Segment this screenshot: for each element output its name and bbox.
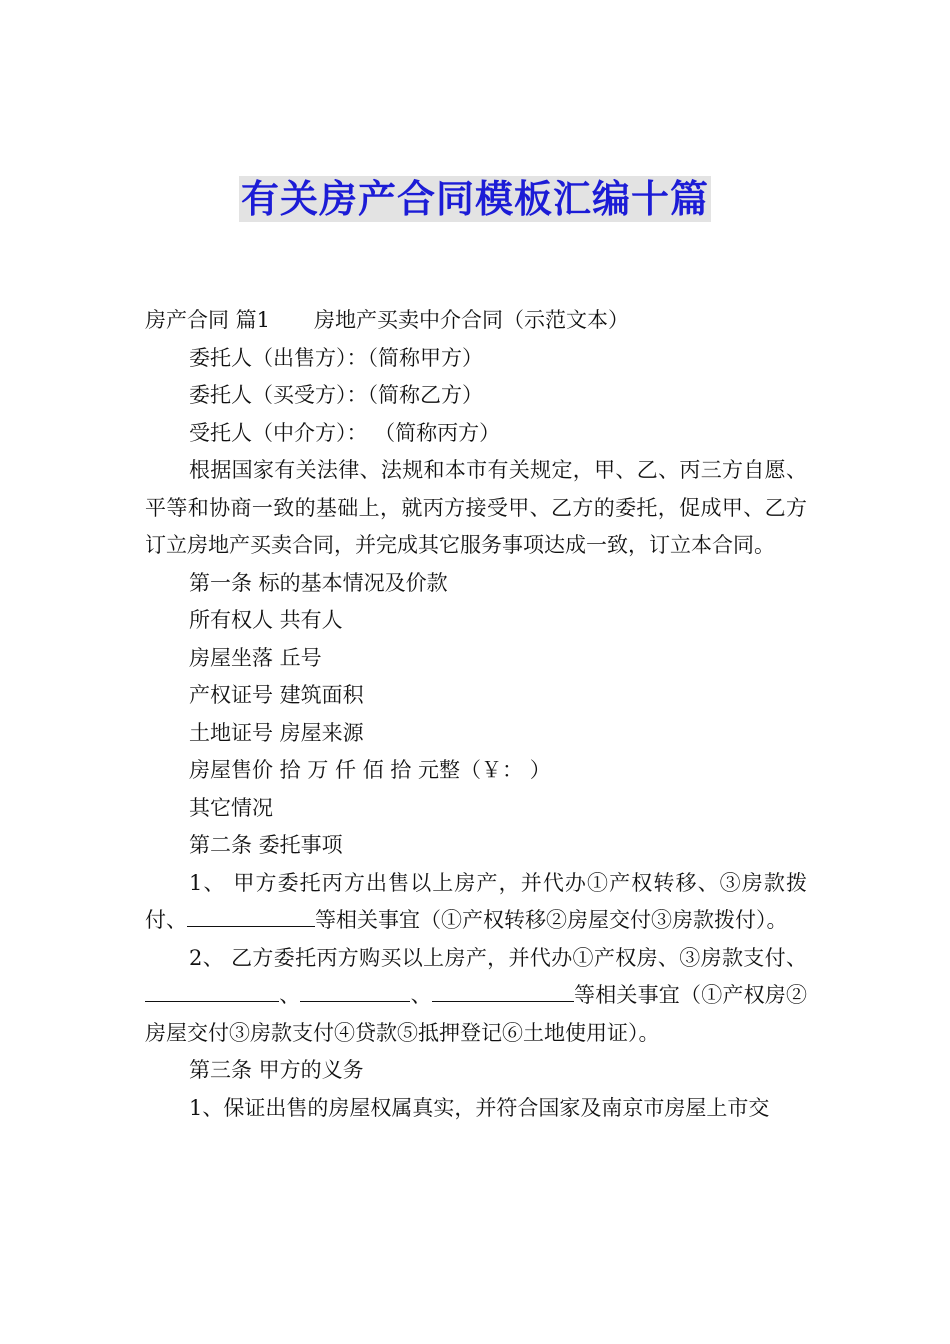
separator: 、 bbox=[279, 983, 301, 1007]
article1-price: 房屋售价 拾 万 仟 佰 拾 元整（￥： ） bbox=[189, 758, 551, 782]
party-agent: 受托人（中介方）： （简称丙方） bbox=[189, 420, 501, 445]
title-container bbox=[0, 176, 950, 222]
article1-location: 房屋坐落 丘号 bbox=[189, 645, 322, 670]
article1-cert: 产权证号 建筑面积 bbox=[189, 683, 364, 707]
separator: 、 bbox=[410, 983, 432, 1007]
article2-item1-text-a: 1、 甲方委托丙方出售以上房产，并代办①产权转移、③房款拨付、 bbox=[145, 870, 807, 932]
party-buyer: 委托人（买受方）：（简称乙方） bbox=[189, 383, 483, 407]
article3-item1: 1、保证出售的房屋权属真实，并符合国家及南京市房屋上市交 bbox=[189, 1095, 770, 1120]
article2-item1-text-b: 等相关事宜（①产权转移②房屋交付③房款拨付）。 bbox=[315, 908, 788, 932]
blank-line bbox=[145, 979, 279, 1002]
blank-line bbox=[432, 979, 574, 1002]
article1-land: 土地证号 房屋来源 bbox=[189, 720, 364, 745]
article1-owner: 所有权人 共有人 bbox=[189, 608, 343, 632]
article2-item1 bbox=[145, 865, 807, 940]
article2-heading: 第二条 委托事项 bbox=[189, 833, 343, 857]
section-number: 房产合同 篇1 bbox=[145, 308, 271, 332]
party-seller: 委托人（出售方）：（简称甲方） bbox=[189, 345, 483, 370]
intro-paragraph: 根据国家有关法律、法规和本市有关规定，甲、乙、丙三方自愿、平等和协商一致的基础上，就丙方接受甲、乙方的委托，促成甲、乙方订立房地产买卖合同，并完成其它服务事项达成一致，订立本合同。 bbox=[145, 458, 807, 557]
blank-line bbox=[187, 904, 315, 927]
document-body bbox=[145, 302, 807, 1127]
contract-subject: 房地产买卖中介合同（示范文本） bbox=[314, 308, 630, 332]
article3-heading: 第三条 甲方的义务 bbox=[189, 1058, 364, 1082]
article1-other: 其它情况 bbox=[189, 795, 273, 820]
article2-item2-text-b: 等相关事宜（①产权房②房屋交付③房款支付④贷款⑤抵押登记⑥土地使用证）。 bbox=[145, 983, 808, 1045]
article2-item2-text-a: 2、 乙方委托丙方购买以上房产，并代办①产权房、③房款支付、 bbox=[189, 945, 807, 970]
document-title: 有关房产合同模板汇编十篇 bbox=[240, 177, 709, 221]
article2-item2 bbox=[145, 940, 807, 1053]
article1-heading: 第一条 标的基本情况及价款 bbox=[189, 570, 448, 595]
blank-line bbox=[300, 979, 410, 1002]
section-heading bbox=[145, 302, 807, 340]
